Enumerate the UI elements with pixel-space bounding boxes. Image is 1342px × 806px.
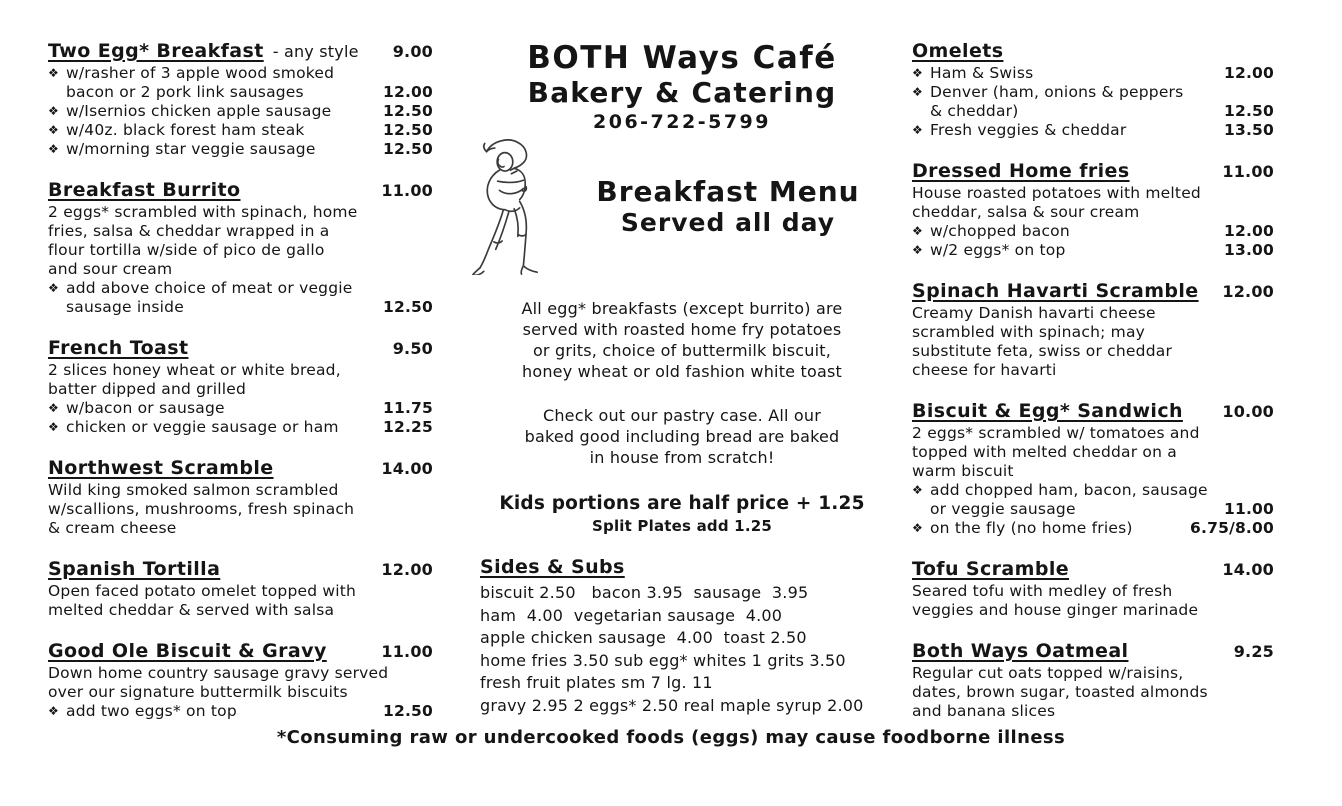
section-description-line: Wild king smoked salmon scrambled [48,481,339,499]
info-note-1 [470,298,894,382]
section-price: 12.00 [381,560,433,579]
diamond-bullet-icon: ❖ [48,401,59,415]
section-header [48,640,433,662]
menu-item-row [48,298,433,317]
section-header [48,40,433,62]
menu-item-row [912,222,1274,241]
section-title: Tofu Scramble [912,558,1070,580]
section-description-line: and sour cream [48,260,173,278]
menu-item-row [912,121,1274,140]
menu-item-row [48,399,433,418]
section-description-line: w/scallions, mushrooms, fresh spinach [48,500,355,518]
menu-item-text: w/rasher of 3 apple wood smoked [66,64,335,82]
menu-item-price: 12.25 [382,418,433,436]
menu-section-biscuit-egg-sandwich [912,400,1274,538]
menu-section-dressed-home-fries [912,160,1274,260]
menu-section-spinach-havarti-scramble [912,280,1274,380]
section-description-line: over our signature buttermilk biscuits [48,683,348,701]
section-header [48,558,433,580]
section-price: 9.25 [1233,642,1274,661]
section-description-line: & cream cheese [48,519,177,537]
sides-price-line: fresh fruit plates sm 7 lg. 11 [480,673,713,692]
menu-item-price: 11.75 [382,399,433,417]
diamond-bullet-icon: ❖ [48,704,59,718]
section-title-suffix: - any style [272,42,359,61]
menu-item-text: or veggie sausage [930,500,1076,518]
sides-header [480,556,894,578]
diamond-bullet-icon: ❖ [912,483,923,497]
section-price: 12.00 [1222,282,1274,301]
info-note-2 [470,405,894,468]
menu-item-price: 12.00 [1223,64,1274,82]
sides-title: Sides & Subs [480,556,625,578]
section-price: 14.00 [1222,560,1274,579]
menu-item-row [48,279,433,298]
cafe-tagline: Bakery & Catering [527,76,837,109]
section-title: Breakfast Burrito [48,179,241,201]
diamond-bullet-icon: ❖ [48,281,59,295]
section-description-line: House roasted potatoes with melted [912,184,1201,202]
menu-item-text: & cheddar) [930,102,1019,120]
split-plates-note: Split Plates add 1.25 [592,517,772,535]
menu-item-text: Ham & Swiss [930,64,1034,82]
menu-item-row [912,241,1274,260]
section-header [912,640,1274,662]
info-note-line: All egg* breakfasts (except burrito) are [521,299,843,318]
sides-and-subs-section [470,556,894,717]
menu-item-row [48,102,433,121]
info-notes [470,298,894,468]
menu-section-both-ways-oatmeal [912,640,1274,721]
section-description-line: warm biscuit [912,462,1014,480]
menu-item-text: w/40z. black forest ham steak [66,121,305,139]
section-description-line: flour tortilla w/side of pico de gallo [48,241,325,259]
diamond-bullet-icon: ❖ [912,521,923,535]
section-title: French Toast [48,337,189,359]
section-header [48,179,433,201]
section-description-line: topped with melted cheddar on a [912,443,1177,461]
section-description-line: fries, salsa & cheddar wrapped in a [48,222,330,240]
menu-item-price: 12.00 [382,83,433,101]
section-price: 9.00 [392,42,433,61]
diamond-bullet-icon: ❖ [48,66,59,80]
section-price: 11.00 [381,181,433,200]
section-header [48,457,433,479]
menu-section-spanish-tortilla [48,558,433,620]
section-description-line: cheddar, salsa & sour cream [912,203,1140,221]
menu-section-tofu-scramble [912,558,1274,620]
menu-section-two-egg-breakfast [48,40,433,159]
menu-item-text: w/chopped bacon [930,222,1070,240]
section-description-line: 2 eggs* scrambled with spinach, home [48,203,358,221]
section-description-line: Open faced potato omelet topped with [48,582,357,600]
menu-item-row [912,481,1274,500]
menu-banner [470,137,894,275]
menu-item-row [48,702,433,721]
diamond-bullet-icon: ❖ [912,224,923,238]
section-price: 11.00 [381,642,433,661]
menu-subtitle: Served all day [620,207,836,237]
info-note-line: baked good including bread are baked [524,427,840,446]
info-note-line: Check out our pastry case. All our [542,406,822,425]
section-price: 10.00 [1222,402,1274,421]
menu-item-price: 12.50 [382,298,433,316]
section-header [912,558,1274,580]
section-header [912,400,1274,422]
menu-item-text: w/bacon or sausage [66,399,225,417]
menu-item-text: add chopped ham, bacon, sausage [930,481,1208,499]
menu-section-breakfast-burrito [48,179,433,317]
sides-price-line: gravy 2.95 2 eggs* 2.50 real maple syrup 2.00 [480,695,864,715]
sides-lines [480,582,894,717]
info-note-line: served with roasted home fry potatoes [522,320,842,339]
menu-item-row [48,121,433,140]
diamond-bullet-icon: ❖ [912,243,923,257]
menu-item-row [48,64,433,83]
kids-portions-note: Kids portions are half price + 1.25 [499,493,865,514]
section-title: Northwest Scramble [48,457,274,479]
menu-item-text: w/2 eggs* on top [930,241,1066,259]
section-header [912,160,1274,182]
menu-item-text: w/Isernios chicken apple sausage [66,102,332,120]
section-description-line: dates, brown sugar, toasted almonds [912,683,1208,701]
menu-title: Breakfast Menu [596,174,860,208]
menu-item-row [48,83,433,102]
cafe-name: BOTH Ways Café [527,40,837,76]
menu-item-price: 12.00 [1223,222,1274,240]
section-price: 9.50 [392,339,433,358]
section-title: Good Ole Biscuit & Gravy [48,640,327,662]
menu-item-text: chicken or veggie sausage or ham [66,418,339,436]
section-header [912,40,1274,62]
sides-price-line: home fries 3.50 sub egg* whites 1 grits 3.50 [480,650,846,670]
sides-price-line: apple chicken sausage 4.00 toast 2.50 [480,628,807,647]
diamond-bullet-icon: ❖ [912,85,923,99]
menu-item-text: on the fly (no home fries) [930,519,1133,537]
menu-item-row [912,64,1274,83]
section-description-line: Down home country sausage gravy served [48,664,389,682]
menu-item-row [912,500,1274,519]
menu-item-price: 12.50 [382,102,433,120]
section-title: Both Ways Oatmeal [912,640,1129,662]
section-description-line: substitute feta, swiss or cheddar [912,342,1173,360]
section-title: Spanish Tortilla [48,558,221,580]
diamond-bullet-icon: ❖ [48,142,59,156]
menu-item-text: add two eggs* on top [66,702,237,720]
menu-item-text: w/morning star veggie sausage [66,140,316,158]
menu-item-price: 12.50 [382,121,433,139]
diamond-bullet-icon: ❖ [912,123,923,137]
phone-number: 206-722-5799 [593,111,771,133]
menu-item-price: 12.50 [1223,102,1274,120]
raw-food-warning-footnote: *Consuming raw or undercooked foods (eggs) may cause foodborne illness [276,727,1066,748]
menu-item-text: Fresh veggies & cheddar [930,121,1127,139]
section-title: Dressed Home fries [912,160,1130,182]
right-column [912,40,1274,741]
menu-item-row [912,519,1274,538]
kids-note [470,492,894,536]
section-description-line: 2 eggs* scrambled w/ tomatoes and [912,424,1200,442]
section-description-line: melted cheddar & served with salsa [48,601,335,619]
menu-item-row [48,140,433,159]
menu-item-price: 13.00 [1223,241,1274,259]
section-description-line: and banana slices [912,702,1056,720]
menu-item-price: 11.00 [1223,500,1274,518]
section-header [48,337,433,359]
section-description-line: cheese for havarti [912,361,1057,379]
menu-item-text: add above choice of meat or veggie [66,279,353,297]
section-description-line: veggies and house ginger marinade [912,601,1199,619]
menu-item-row [912,83,1274,102]
menu-item-text: Denver (ham, onions & peppers [930,83,1184,101]
info-note-line: in house from scratch! [589,448,775,467]
menu-item-text: sausage inside [66,298,184,316]
section-description-line: Seared tofu with medley of fresh [912,582,1173,600]
menu-item-price: 12.50 [382,140,433,158]
menu-item-row [912,102,1274,121]
left-column [48,40,433,741]
section-header [912,280,1274,302]
menu-section-northwest-scramble [48,457,433,538]
menu-item-price: 12.50 [382,702,433,720]
section-description-line: Regular cut oats topped w/raisins, [912,664,1184,682]
menu-section-good-ole-biscuit-gravy [48,640,433,721]
diamond-bullet-icon: ❖ [48,123,59,137]
menu-item-price: 6.75/8.00 [1190,519,1274,537]
info-note-line: honey wheat or old fashion white toast [522,362,842,381]
section-description-line: Creamy Danish havarti cheese [912,304,1156,322]
sides-price-line: ham 4.00 vegetarian sausage 4.00 [480,605,783,625]
posing-figure-illustration [470,137,562,275]
center-column [470,40,894,741]
section-title: Two Egg* Breakfast [48,40,264,62]
section-price: 11.00 [1222,162,1274,181]
section-description-line: batter dipped and grilled [48,380,247,398]
menu-item-row [48,418,433,437]
section-price: 14.00 [381,459,433,478]
diamond-bullet-icon: ❖ [912,66,923,80]
menu-section-omelets [912,40,1274,140]
section-title: Spinach Havarti Scramble [912,280,1199,302]
info-note-line: or grits, choice of buttermilk biscuit, [532,341,832,360]
menu-item-text: bacon or 2 pork link sausages [66,83,304,101]
sides-price-line: biscuit 2.50 bacon 3.95 sausage 3.95 [480,583,809,602]
menu-section-french-toast [48,337,433,437]
section-title: Biscuit & Egg* Sandwich [912,400,1183,422]
menu-item-price: 13.50 [1223,121,1274,139]
diamond-bullet-icon: ❖ [48,104,59,118]
section-description-line: 2 slices honey wheat or white bread, [48,361,341,379]
diamond-bullet-icon: ❖ [48,420,59,434]
section-description-line: scrambled with spinach; may [912,323,1146,341]
section-title: Omelets [912,40,1004,62]
menu-banner-text [562,175,894,238]
